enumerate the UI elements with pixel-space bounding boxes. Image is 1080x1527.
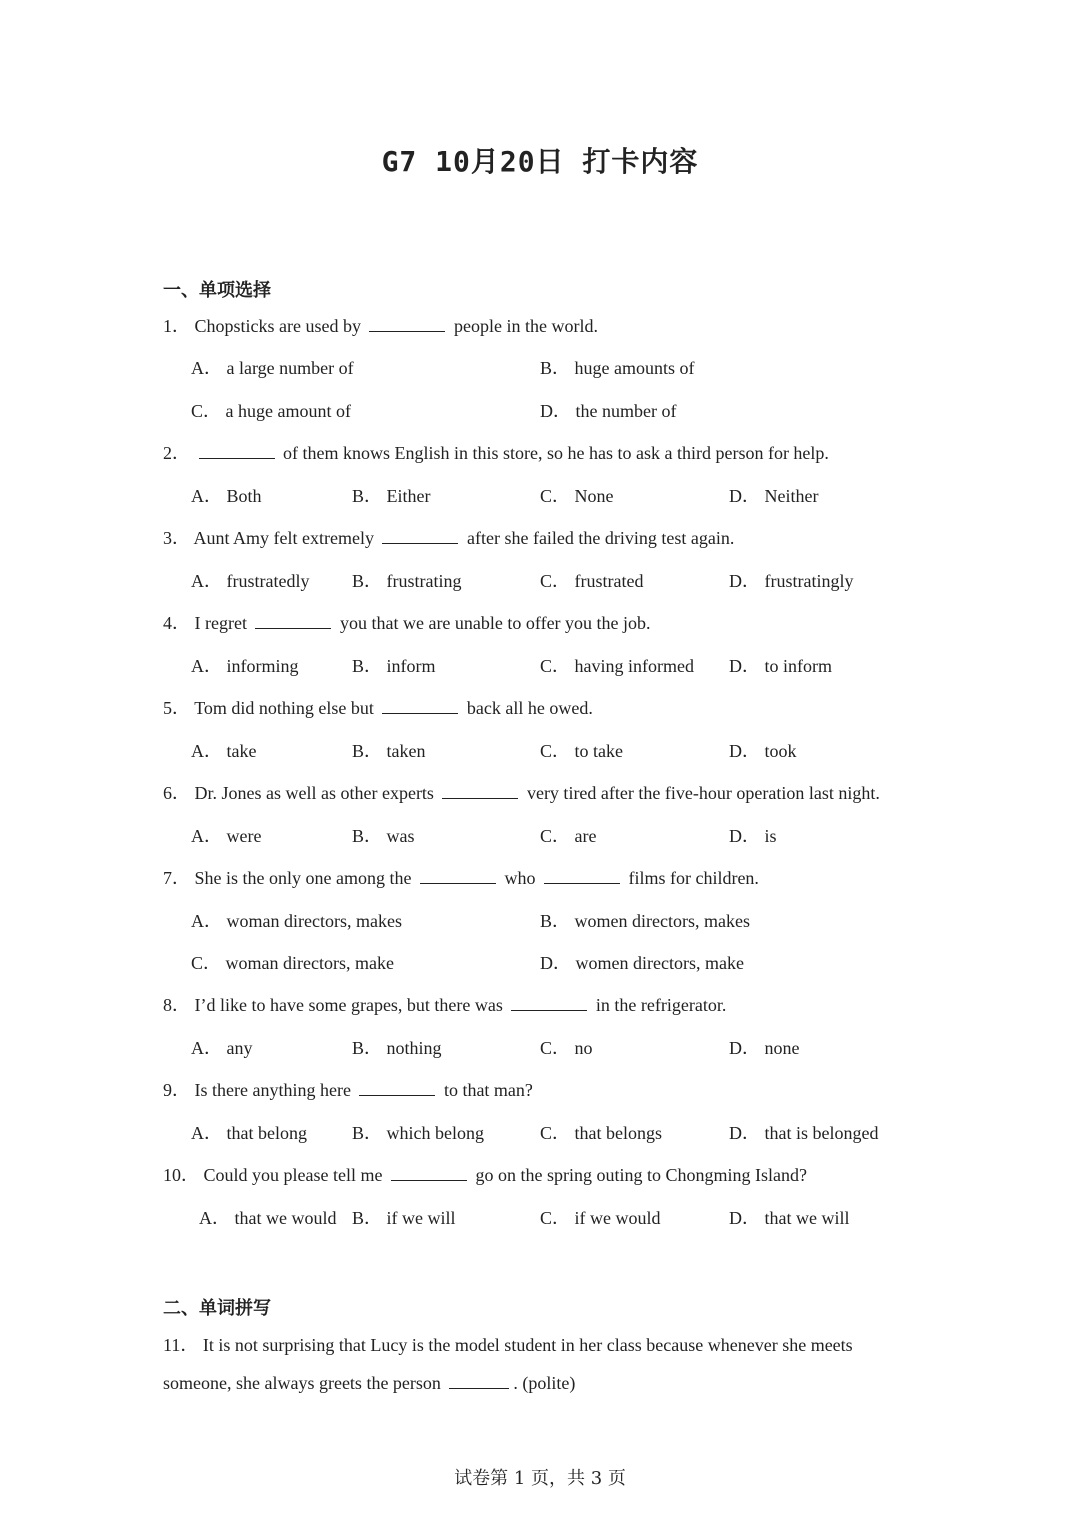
answer-blank — [382, 529, 458, 544]
question-text: I’d like to have some grapes, but there was — [194, 995, 503, 1015]
answer-blank — [199, 444, 275, 459]
answer-blank — [391, 1166, 467, 1181]
question-text: after she failed the driving test again. — [466, 528, 735, 548]
option-c: C． are — [540, 826, 597, 846]
option-b: B． inform — [352, 656, 436, 676]
option-a: A． were — [191, 826, 262, 846]
option-a: A． Both — [191, 486, 262, 506]
option-b: B． was — [352, 826, 415, 846]
option-b: B． women directors, makes — [540, 911, 750, 931]
option-b: B． which belong — [352, 1123, 484, 1143]
question-text: back all he owed. — [466, 698, 593, 718]
option-a: A． any — [191, 1038, 253, 1058]
question-11-line-2 — [163, 1373, 575, 1394]
question-text: Is there anything here — [194, 1080, 351, 1100]
question-text: It is not surprising that Lucy is the model student in her class because whenever she meets — [202, 1335, 853, 1355]
question-text: Aunt Amy felt extremely — [193, 528, 374, 548]
question-number: 1． — [163, 316, 190, 336]
option-c: C． to take — [540, 741, 623, 761]
question-3 — [163, 524, 734, 550]
question-11 — [163, 1331, 853, 1357]
answer-blank — [511, 996, 587, 1011]
answer-blank — [382, 699, 458, 714]
question-text: in the refrigerator. — [595, 995, 727, 1015]
option-a: A． informing — [191, 656, 299, 676]
question-text: to that man? — [443, 1080, 533, 1100]
answer-blank — [255, 614, 331, 629]
option-c: C． woman directors, make — [191, 953, 394, 973]
option-a: A． a large number of — [191, 358, 354, 378]
option-a: A． woman directors, makes — [191, 911, 402, 931]
section-heading-spelling: 二、单词拼写 — [163, 1298, 271, 1319]
option-d: D． that is belonged — [729, 1123, 879, 1143]
question-text: Could you please tell me — [203, 1165, 383, 1185]
option-c: C． None — [540, 486, 614, 506]
question-text: I regret — [194, 613, 247, 633]
question-number: 2． — [163, 443, 190, 463]
option-c: C． that belongs — [540, 1123, 662, 1143]
answer-blank — [449, 1374, 509, 1389]
option-d: D． the number of — [540, 401, 677, 421]
question-number: 9． — [163, 1080, 190, 1100]
question-number: 3． — [163, 528, 190, 548]
question-text: of them knows English in this store, so he has to ask a third person for help. — [283, 443, 829, 463]
question-text: She is the only one among the — [194, 868, 412, 888]
question-text: you that we are unable to offer you the job. — [339, 613, 651, 633]
question-text: . (polite) — [513, 1373, 576, 1393]
question-5 — [163, 694, 593, 720]
option-b: B． frustrating — [352, 571, 462, 591]
option-a: A． take — [191, 741, 257, 761]
option-c: C． no — [540, 1038, 593, 1058]
answer-blank — [544, 869, 620, 884]
question-number: 5． — [163, 698, 190, 718]
question-text: Chopsticks are used by — [194, 316, 361, 336]
question-1 — [163, 312, 598, 338]
question-4 — [163, 609, 651, 635]
question-6 — [163, 779, 880, 805]
question-text: very tired after the five-hour operation last night. — [526, 783, 880, 803]
question-number: 4． — [163, 613, 190, 633]
question-7 — [163, 864, 759, 890]
question-text: Dr. Jones as well as other experts — [194, 783, 434, 803]
question-9 — [163, 1076, 533, 1102]
option-d: D． Neither — [729, 486, 819, 506]
option-b: B． if we will — [352, 1208, 456, 1228]
option-b: B． taken — [352, 741, 426, 761]
option-d: D． to inform — [729, 656, 832, 676]
question-8 — [163, 991, 726, 1017]
option-a: A． frustratedly — [191, 571, 310, 591]
option-b: B． huge amounts of — [540, 358, 695, 378]
option-b: B． nothing — [352, 1038, 442, 1058]
section-heading-multiple-choice: 一、单项选择 — [163, 280, 271, 301]
option-a: A． that belong — [191, 1123, 307, 1143]
question-text: people in the world. — [453, 316, 598, 336]
question-text: films for children. — [628, 868, 759, 888]
question-number: 10． — [163, 1165, 199, 1185]
answer-blank — [359, 1081, 435, 1096]
option-c: C． if we would — [540, 1208, 661, 1228]
question-10 — [163, 1161, 807, 1187]
answer-blank — [369, 317, 445, 332]
question-number: 6． — [163, 783, 190, 803]
question-number: 7． — [163, 868, 190, 888]
page-title: G7 10月20日 打卡内容 — [381, 145, 699, 178]
question-text: go on the spring outing to Chongming Island? — [475, 1165, 807, 1185]
option-d: D． none — [729, 1038, 800, 1058]
option-c: C． a huge amount of — [191, 401, 351, 421]
option-b: B． Either — [352, 486, 431, 506]
question-2 — [163, 439, 829, 465]
question-text: Tom did nothing else but — [194, 698, 374, 718]
option-c: C． having informed — [540, 656, 694, 676]
question-number: 8． — [163, 995, 190, 1015]
option-d: D． women directors, make — [540, 953, 744, 973]
option-d: D． took — [729, 741, 797, 761]
question-text: someone, she always greets the person — [163, 1373, 441, 1393]
option-a: A． that we would — [199, 1208, 337, 1228]
page-footer: 试卷第 1 页，共 3 页 — [454, 1468, 626, 1489]
answer-blank — [420, 869, 496, 884]
option-c: C． frustrated — [540, 571, 644, 591]
answer-blank — [442, 784, 518, 799]
question-text: who — [504, 868, 536, 888]
option-d: D． frustratingly — [729, 571, 854, 591]
option-d: D． is — [729, 826, 777, 846]
question-number: 11． — [163, 1335, 199, 1355]
option-d: D． that we will — [729, 1208, 850, 1228]
